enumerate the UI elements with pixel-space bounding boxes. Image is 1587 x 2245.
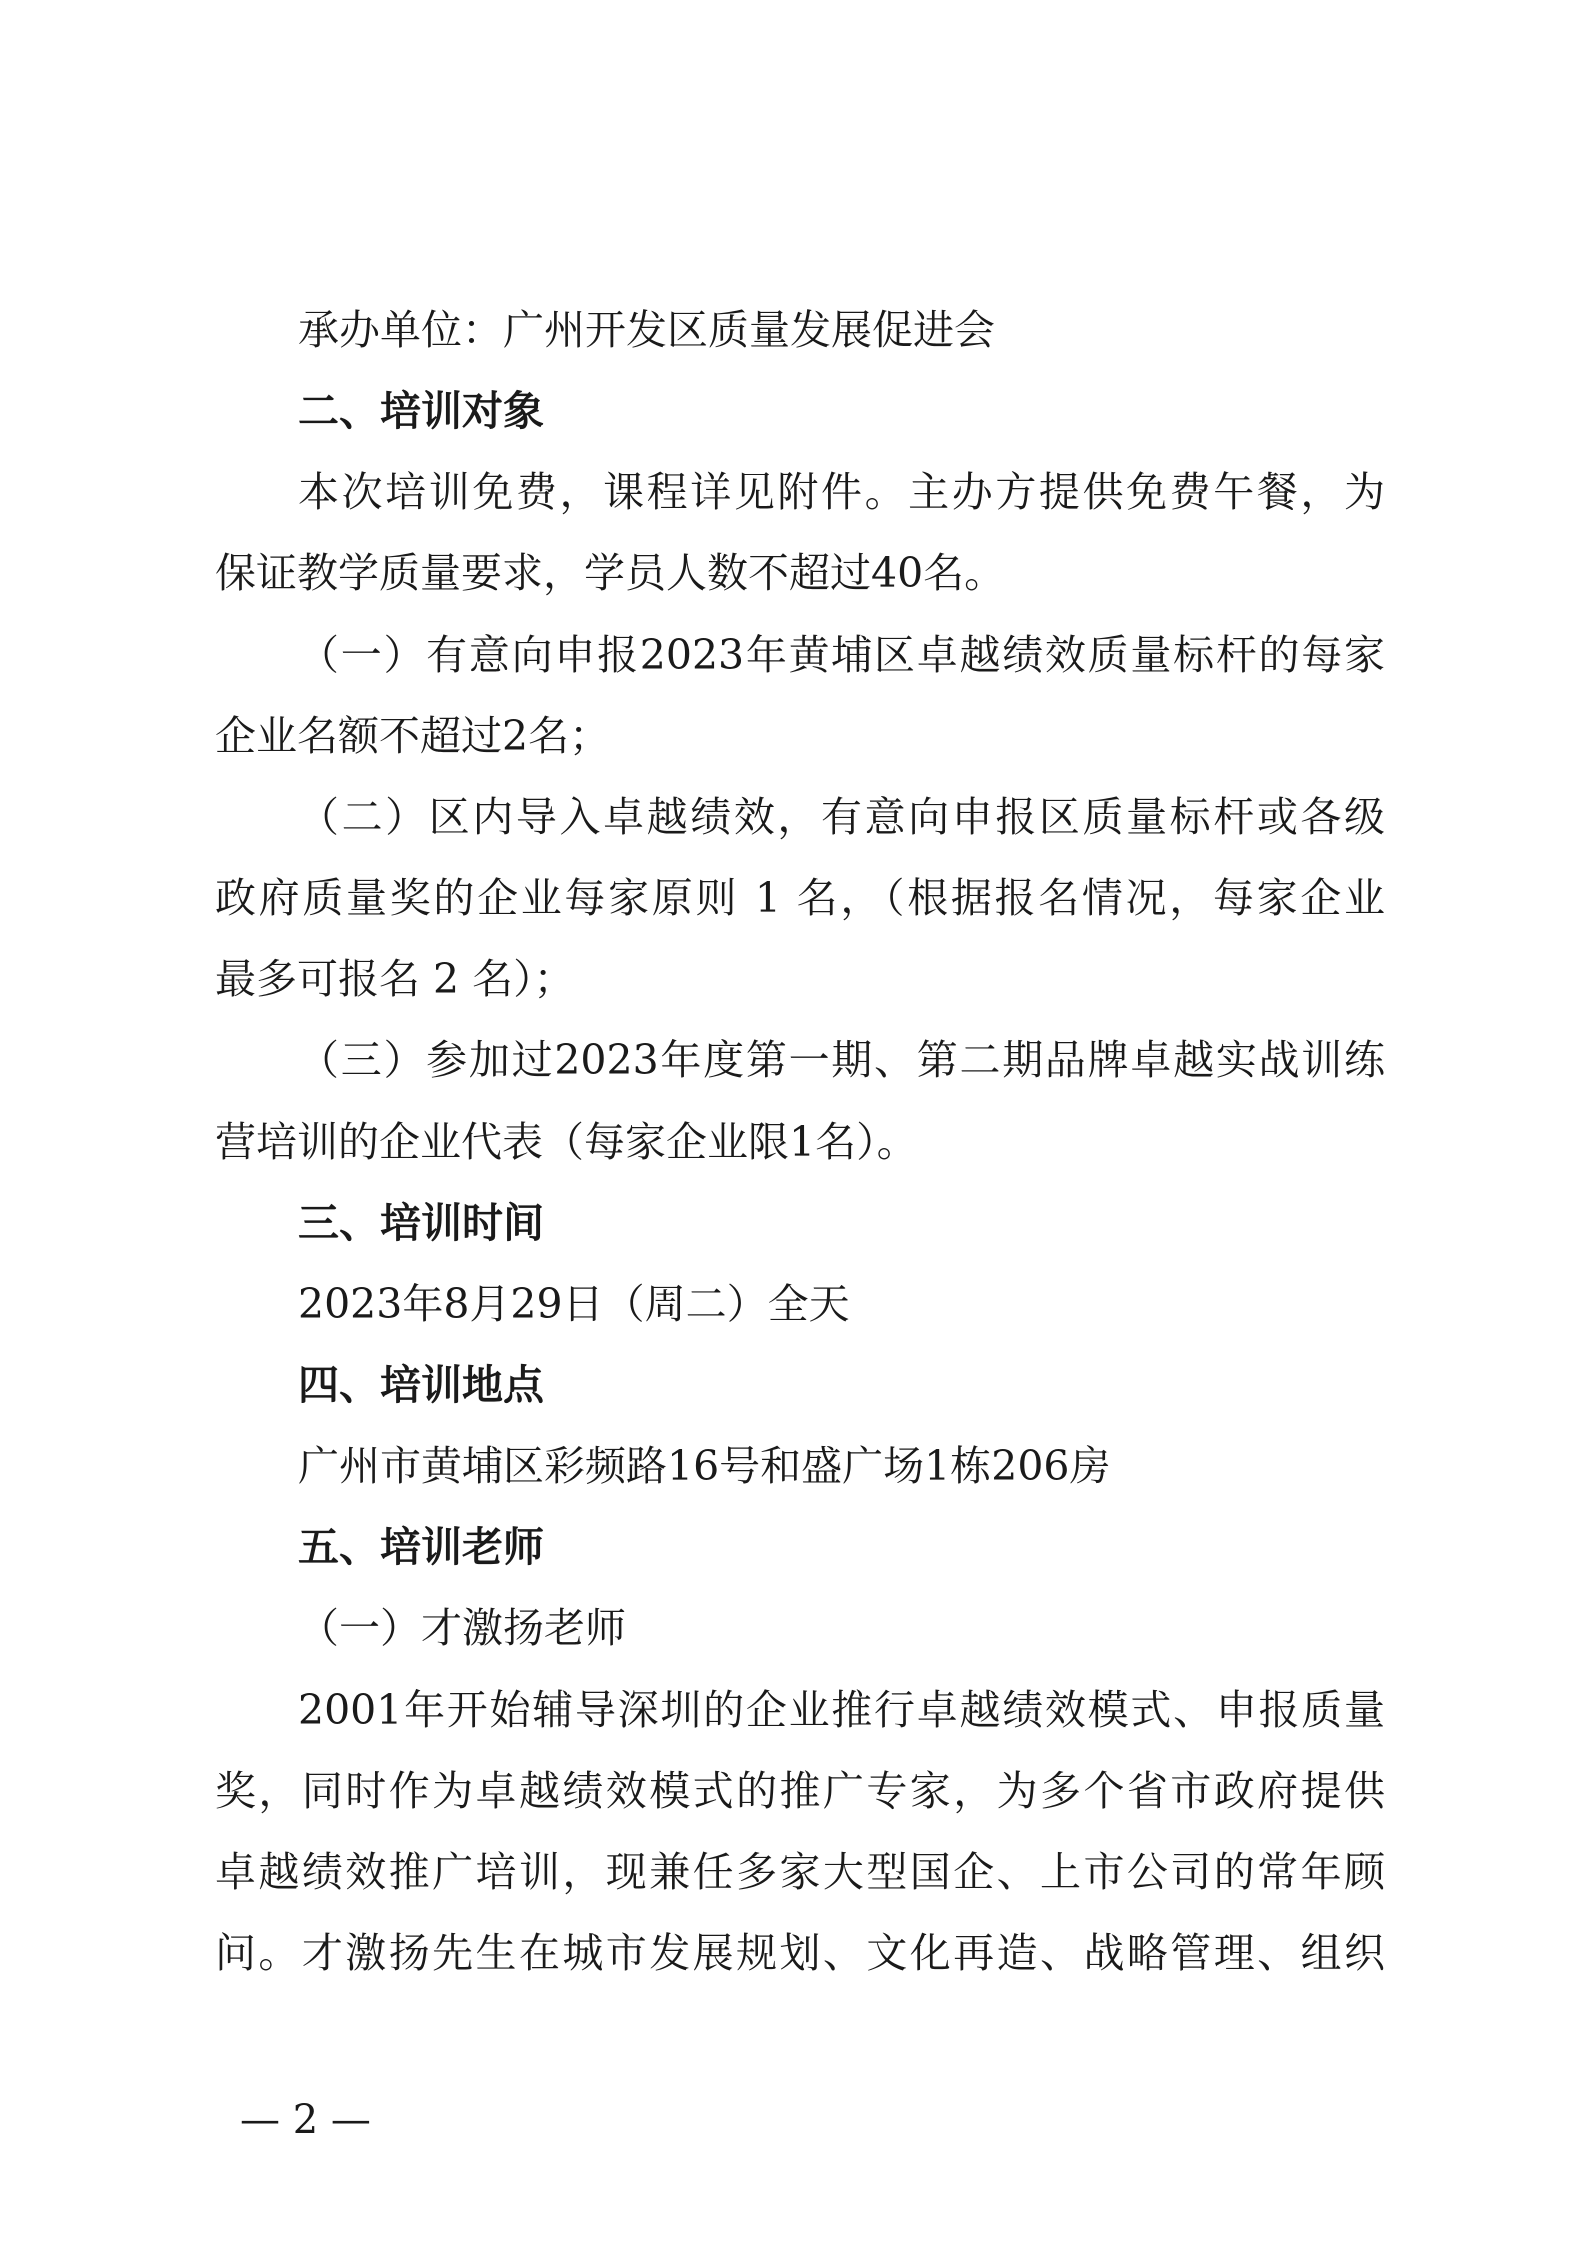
page-number: — 2 — bbox=[240, 2097, 371, 2143]
section-heading-training-teacher: 五、培训老师 bbox=[298, 1523, 544, 1571]
paragraph-line: 卓越绩效推广培训，现兼任多家大型国企、上市公司的常年顾 bbox=[215, 1848, 1385, 1896]
paragraph-line: （二）区内导入卓越绩效，有意向申报区质量标杆或各级 bbox=[298, 793, 1385, 841]
paragraph-line: （三）参加过2023年度第一期、第二期品牌卓越实战训练 bbox=[298, 1036, 1385, 1084]
paragraph-line: 政府质量奖的企业每家原则 1 名，（根据报名情况，每家企业 bbox=[215, 874, 1385, 922]
paragraph-line: 2001年开始辅导深圳的企业推行卓越绩效模式、申报质量 bbox=[298, 1686, 1385, 1734]
section-heading-training-target: 二、培训对象 bbox=[298, 387, 544, 435]
paragraph-line: 保证教学质量要求，学员人数不超过40名。 bbox=[215, 549, 1006, 597]
paragraph-line: （一）有意向申报2023年黄埔区卓越绩效质量标杆的每家 bbox=[298, 631, 1385, 679]
training-address: 广州市黄埔区彩频路16号和盛广场1栋206房 bbox=[298, 1442, 1111, 1490]
paragraph-line: 奖，同时作为卓越绩效模式的推广专家，为多个省市政府提供 bbox=[215, 1767, 1385, 1815]
organizer-line: 承办单位：广州开发区质量发展促进会 bbox=[298, 306, 995, 354]
paragraph-line: 问。才激扬先生在城市发展规划、文化再造、战略管理、组织 bbox=[215, 1929, 1385, 1977]
training-date: 2023年8月29日（周二）全天 bbox=[298, 1280, 850, 1328]
section-heading-training-time: 三、培训时间 bbox=[298, 1199, 544, 1247]
paragraph-line: 企业名额不超过2名； bbox=[215, 712, 611, 760]
teacher-name: （一）才激扬老师 bbox=[298, 1604, 626, 1652]
section-heading-training-location: 四、培训地点 bbox=[298, 1361, 544, 1409]
paragraph-line: 营培训的企业代表（每家企业限1名）。 bbox=[215, 1118, 918, 1166]
paragraph-line: 本次培训免费，课程详见附件。主办方提供免费午餐，为 bbox=[298, 468, 1385, 516]
paragraph-line: 最多可报名 2 名）； bbox=[215, 955, 575, 1003]
